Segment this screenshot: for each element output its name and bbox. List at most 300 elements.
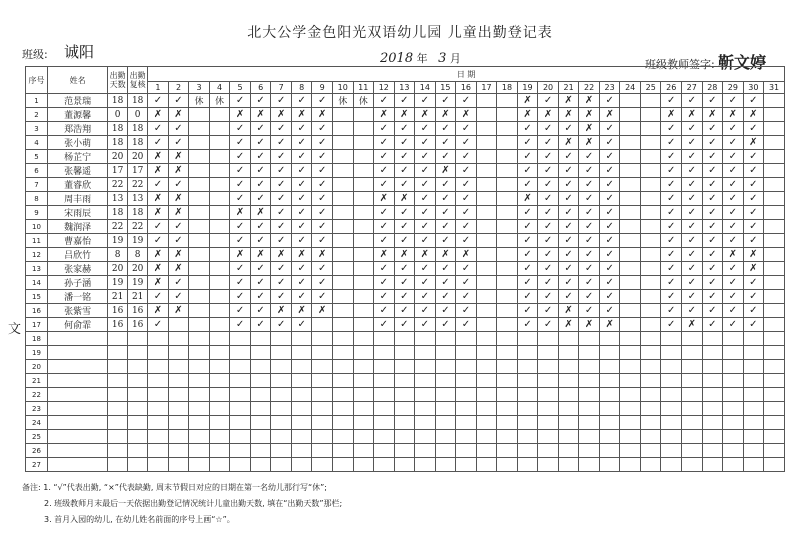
attendance-cell (415, 388, 436, 402)
attendance-cell (620, 444, 641, 458)
col-header-seq: 序号 (26, 67, 48, 94)
row-seq: 24 (26, 416, 48, 430)
row-name: 曹嘉怡 (48, 234, 108, 248)
attendance-cell (209, 206, 230, 220)
attendance-cell: ✓ (538, 220, 559, 234)
attendance-cell: ✓ (702, 234, 723, 248)
attendance-cell (579, 360, 600, 374)
row-review (128, 458, 148, 472)
attendance-cell: ✓ (250, 318, 271, 332)
attendance-cell: ✓ (374, 206, 395, 220)
attendance-cell: ✓ (517, 248, 538, 262)
table-row (26, 332, 785, 346)
table-row (26, 136, 785, 150)
attendance-cell (456, 458, 477, 472)
attendance-cell: ✓ (374, 220, 395, 234)
attendance-cell: ✓ (517, 262, 538, 276)
attendance-cell: ✓ (661, 136, 682, 150)
notes (22, 480, 342, 528)
attendance-cell (394, 458, 415, 472)
row-attend: 19 (108, 234, 128, 248)
row-name: 孙子涵 (48, 276, 108, 290)
attendance-cell (332, 458, 353, 472)
col-header-name: 姓名 (48, 67, 108, 94)
attendance-cell (579, 374, 600, 388)
attendance-cell: ✓ (538, 248, 559, 262)
attendance-cell: ✓ (723, 220, 744, 234)
row-attend (108, 388, 128, 402)
attendance-cell (476, 416, 497, 430)
attendance-cell (599, 402, 620, 416)
attendance-cell (497, 458, 518, 472)
attendance-cell (230, 458, 251, 472)
attendance-cell: ✓ (743, 220, 764, 234)
attendance-cell (435, 416, 456, 430)
attendance-cell (476, 262, 497, 276)
note-3: 3. 首月入园的幼儿, 在幼儿姓名前面的序号上画“☆”。 (44, 515, 235, 524)
attendance-cell (640, 150, 661, 164)
attendance-cell (353, 206, 374, 220)
attendance-cell (640, 458, 661, 472)
row-name: 张小萌 (48, 136, 108, 150)
attendance-cell (456, 416, 477, 430)
attendance-cell (764, 220, 785, 234)
attendance-cell (497, 94, 518, 108)
attendance-cell: ✓ (271, 290, 292, 304)
attendance-cell: ✓ (415, 178, 436, 192)
attendance-cell: ✓ (682, 192, 703, 206)
attendance-cell: ✗ (230, 108, 251, 122)
attendance-cell: ✗ (599, 108, 620, 122)
attendance-cell (189, 304, 210, 318)
attendance-cell (209, 346, 230, 360)
attendance-cell (374, 458, 395, 472)
attendance-cell: ✓ (723, 178, 744, 192)
row-seq: 5 (26, 150, 48, 164)
attendance-cell (250, 360, 271, 374)
row-name: 吕欣竹 (48, 248, 108, 262)
table-row (26, 206, 785, 220)
attendance-cell (332, 416, 353, 430)
attendance-cell: ✓ (230, 178, 251, 192)
attendance-cell (640, 304, 661, 318)
row-attend: 22 (108, 220, 128, 234)
attendance-cell (661, 416, 682, 430)
attendance-cell: ✓ (702, 304, 723, 318)
attendance-cell: ✓ (312, 290, 333, 304)
attendance-cell: ✓ (435, 192, 456, 206)
attendance-cell (353, 388, 374, 402)
attendance-cell: ✓ (538, 122, 559, 136)
attendance-cell (599, 416, 620, 430)
attendance-cell: ✓ (168, 290, 189, 304)
attendance-cell: ✓ (661, 262, 682, 276)
attendance-cell: ✓ (599, 206, 620, 220)
attendance-cell (599, 444, 620, 458)
attendance-cell (353, 430, 374, 444)
attendance-cell (661, 458, 682, 472)
attendance-cell: ✗ (312, 108, 333, 122)
row-name (48, 332, 108, 346)
day-header: 2 (168, 82, 189, 94)
attendance-cell: ✓ (394, 220, 415, 234)
attendance-cell (291, 360, 312, 374)
row-name (48, 374, 108, 388)
row-review: 8 (128, 248, 148, 262)
row-seq: 2 (26, 108, 48, 122)
attendance-cell (620, 164, 641, 178)
attendance-cell (743, 402, 764, 416)
attendance-cell: ✓ (415, 164, 436, 178)
attendance-cell (168, 346, 189, 360)
attendance-cell (435, 430, 456, 444)
attendance-cell (394, 416, 415, 430)
attendance-cell: ✓ (579, 276, 600, 290)
class-label: 班级: (22, 48, 48, 61)
attendance-cell (558, 416, 579, 430)
attendance-cell: ✓ (250, 220, 271, 234)
attendance-cell: ✓ (538, 94, 559, 108)
attendance-cell (476, 150, 497, 164)
attendance-cell: ✗ (743, 136, 764, 150)
attendance-cell (435, 444, 456, 458)
day-header: 10 (332, 82, 353, 94)
col-header-dates: 日 期 (148, 67, 785, 82)
attendance-cell (168, 402, 189, 416)
attendance-cell (353, 402, 374, 416)
attendance-cell: ✓ (374, 304, 395, 318)
attendance-cell: ✗ (558, 136, 579, 150)
attendance-cell: ✓ (579, 248, 600, 262)
attendance-cell (332, 346, 353, 360)
attendance-cell: ✓ (148, 122, 169, 136)
attendance-cell (764, 164, 785, 178)
day-header: 8 (291, 82, 312, 94)
attendance-cell (620, 122, 641, 136)
attendance-cell: ✓ (558, 206, 579, 220)
attendance-cell: ✓ (661, 220, 682, 234)
attendance-cell: ✓ (538, 304, 559, 318)
attendance-cell: ✓ (517, 318, 538, 332)
attendance-cell (312, 332, 333, 346)
attendance-cell: ✓ (435, 136, 456, 150)
attendance-cell (599, 346, 620, 360)
attendance-cell: ✓ (250, 164, 271, 178)
attendance-cell: ✓ (558, 178, 579, 192)
attendance-cell: ✗ (415, 108, 436, 122)
attendance-cell (353, 360, 374, 374)
attendance-cell (538, 374, 559, 388)
attendance-cell (168, 318, 189, 332)
attendance-cell (764, 332, 785, 346)
row-seq: 6 (26, 164, 48, 178)
attendance-cell: ✗ (579, 122, 600, 136)
attendance-cell: ✗ (250, 248, 271, 262)
row-name: 宋雨辰 (48, 206, 108, 220)
attendance-cell (394, 332, 415, 346)
attendance-cell (374, 430, 395, 444)
attendance-cell (558, 360, 579, 374)
attendance-cell: ✓ (415, 290, 436, 304)
attendance-cell (209, 416, 230, 430)
attendance-cell (415, 444, 436, 458)
attendance-cell (620, 458, 641, 472)
attendance-cell (312, 346, 333, 360)
attendance-cell: ✓ (558, 234, 579, 248)
attendance-cell (764, 444, 785, 458)
attendance-cell: ✓ (435, 206, 456, 220)
row-attend (108, 458, 128, 472)
attendance-cell (189, 402, 210, 416)
attendance-cell (415, 416, 436, 430)
attendance-cell (476, 248, 497, 262)
attendance-cell: ✓ (435, 178, 456, 192)
row-review: 13 (128, 192, 148, 206)
attendance-cell (599, 332, 620, 346)
attendance-cell: ✗ (148, 206, 169, 220)
attendance-cell: ✓ (394, 136, 415, 150)
attendance-cell (271, 360, 292, 374)
attendance-cell (558, 346, 579, 360)
row-name (48, 360, 108, 374)
attendance-cell (476, 192, 497, 206)
table-row (26, 304, 785, 318)
day-header: 30 (743, 82, 764, 94)
attendance-cell (230, 416, 251, 430)
attendance-cell: ✓ (456, 262, 477, 276)
attendance-cell (209, 444, 230, 458)
attendance-cell: ✓ (271, 150, 292, 164)
attendance-cell: ✓ (743, 206, 764, 220)
attendance-cell: ✗ (682, 318, 703, 332)
attendance-cell (497, 402, 518, 416)
attendance-cell (209, 304, 230, 318)
attendance-cell: 休 (209, 94, 230, 108)
attendance-cell: ✓ (517, 178, 538, 192)
attendance-cell: ✓ (435, 318, 456, 332)
attendance-cell (271, 402, 292, 416)
attendance-cell (702, 332, 723, 346)
row-seq: 13 (26, 262, 48, 276)
attendance-cell: ✓ (312, 220, 333, 234)
attendance-cell: ✓ (291, 234, 312, 248)
row-attend: 16 (108, 318, 128, 332)
row-attend: 22 (108, 178, 128, 192)
row-review: 17 (128, 164, 148, 178)
row-review (128, 346, 148, 360)
attendance-cell: ✓ (394, 318, 415, 332)
attendance-cell (640, 136, 661, 150)
row-seq: 8 (26, 192, 48, 206)
attendance-cell: ✓ (415, 262, 436, 276)
attendance-cell: ✓ (148, 178, 169, 192)
attendance-cell: ✓ (435, 262, 456, 276)
attendance-cell (332, 164, 353, 178)
attendance-cell: ✓ (415, 150, 436, 164)
attendance-cell: ✓ (435, 150, 456, 164)
attendance-cell (209, 290, 230, 304)
attendance-cell (209, 248, 230, 262)
attendance-cell (415, 402, 436, 416)
attendance-cell (682, 402, 703, 416)
attendance-cell (620, 262, 641, 276)
attendance-cell (374, 332, 395, 346)
attendance-cell (640, 178, 661, 192)
attendance-cell: ✓ (579, 150, 600, 164)
note-1: 备注: 1. “√”代表出勤, “×”代表缺勤, 周末节假日对应的日期在第一名幼儿那行写“休”; (22, 483, 327, 492)
attendance-cell: ✗ (415, 248, 436, 262)
attendance-cell: ✓ (702, 276, 723, 290)
attendance-cell: ✓ (661, 234, 682, 248)
attendance-cell (497, 346, 518, 360)
attendance-cell (640, 234, 661, 248)
attendance-cell: ✓ (517, 150, 538, 164)
attendance-cell (189, 248, 210, 262)
attendance-cell (476, 178, 497, 192)
attendance-cell: ✓ (538, 318, 559, 332)
attendance-cell (476, 234, 497, 248)
day-header: 21 (558, 82, 579, 94)
attendance-cell (743, 458, 764, 472)
attendance-cell (374, 416, 395, 430)
attendance-cell: ✗ (456, 248, 477, 262)
day-header: 13 (394, 82, 415, 94)
attendance-cell: ✓ (743, 178, 764, 192)
attendance-cell (456, 444, 477, 458)
attendance-cell: ✓ (271, 276, 292, 290)
attendance-cell: ✓ (250, 192, 271, 206)
attendance-cell: ✓ (538, 234, 559, 248)
attendance-cell: ✓ (743, 94, 764, 108)
attendance-cell: ✓ (456, 94, 477, 108)
attendance-cell: ✓ (435, 122, 456, 136)
attendance-cell (620, 220, 641, 234)
attendance-cell (168, 332, 189, 346)
table-row (26, 360, 785, 374)
attendance-cell (148, 416, 169, 430)
attendance-cell (456, 402, 477, 416)
table-row (26, 444, 785, 458)
attendance-cell (497, 220, 518, 234)
attendance-cell: ✗ (394, 108, 415, 122)
attendance-cell (599, 374, 620, 388)
attendance-cell (415, 430, 436, 444)
row-attend: 19 (108, 276, 128, 290)
attendance-cell (620, 136, 641, 150)
table-row (26, 192, 785, 206)
day-header: 6 (250, 82, 271, 94)
attendance-cell (702, 444, 723, 458)
attendance-cell (168, 444, 189, 458)
attendance-cell (148, 444, 169, 458)
row-seq: 17 (26, 318, 48, 332)
attendance-cell: ✓ (456, 318, 477, 332)
attendance-cell: ✗ (517, 192, 538, 206)
attendance-cell: ✓ (250, 276, 271, 290)
attendance-cell (497, 248, 518, 262)
table-row (26, 430, 785, 444)
attendance-cell (497, 178, 518, 192)
row-name: 董睿欣 (48, 178, 108, 192)
attendance-cell (189, 150, 210, 164)
attendance-cell (312, 402, 333, 416)
attendance-cell: ✓ (661, 178, 682, 192)
attendance-cell (353, 318, 374, 332)
row-review: 19 (128, 234, 148, 248)
attendance-cell (476, 304, 497, 318)
attendance-cell: ✓ (415, 206, 436, 220)
attendance-cell (394, 430, 415, 444)
day-header: 29 (723, 82, 744, 94)
row-name: 杨芷宁 (48, 150, 108, 164)
attendance-cell: ✓ (579, 220, 600, 234)
attendance-cell: ✓ (374, 150, 395, 164)
attendance-cell: ✗ (702, 108, 723, 122)
attendance-cell: ✓ (435, 290, 456, 304)
row-seq: 18 (26, 332, 48, 346)
attendance-cell (415, 332, 436, 346)
day-header: 28 (702, 82, 723, 94)
attendance-cell (640, 220, 661, 234)
attendance-cell (435, 346, 456, 360)
attendance-cell: ✓ (291, 122, 312, 136)
row-name: 张馨遥 (48, 164, 108, 178)
attendance-cell (497, 318, 518, 332)
attendance-cell (230, 374, 251, 388)
day-header: 20 (538, 82, 559, 94)
attendance-cell: ✗ (723, 108, 744, 122)
attendance-cell (743, 360, 764, 374)
row-review (128, 444, 148, 458)
attendance-cell (209, 262, 230, 276)
table-row (26, 164, 785, 178)
attendance-cell (168, 360, 189, 374)
attendance-cell (332, 206, 353, 220)
attendance-cell (620, 108, 641, 122)
attendance-cell: ✓ (230, 220, 251, 234)
row-seq: 11 (26, 234, 48, 248)
attendance-cell: ✗ (579, 136, 600, 150)
attendance-cell (353, 374, 374, 388)
attendance-cell: ✓ (271, 262, 292, 276)
attendance-cell (640, 108, 661, 122)
attendance-cell: ✗ (558, 94, 579, 108)
attendance-cell (250, 458, 271, 472)
attendance-cell: ✗ (250, 206, 271, 220)
attendance-cell (640, 388, 661, 402)
attendance-cell: ✓ (415, 318, 436, 332)
attendance-cell (723, 416, 744, 430)
attendance-cell (394, 402, 415, 416)
attendance-cell (209, 108, 230, 122)
row-seq: 26 (26, 444, 48, 458)
attendance-cell (558, 388, 579, 402)
attendance-cell (497, 444, 518, 458)
attendance-cell: ✓ (723, 234, 744, 248)
row-attend: 13 (108, 192, 128, 206)
attendance-cell: ✗ (723, 248, 744, 262)
attendance-cell (579, 402, 600, 416)
attendance-cell: ✓ (230, 234, 251, 248)
attendance-cell (579, 430, 600, 444)
attendance-cell (250, 444, 271, 458)
attendance-cell (497, 276, 518, 290)
table-row (26, 318, 785, 332)
attendance-cell: ✓ (702, 318, 723, 332)
row-name: 范景瑞 (48, 94, 108, 108)
attendance-cell (620, 388, 641, 402)
attendance-cell: ✗ (291, 304, 312, 318)
